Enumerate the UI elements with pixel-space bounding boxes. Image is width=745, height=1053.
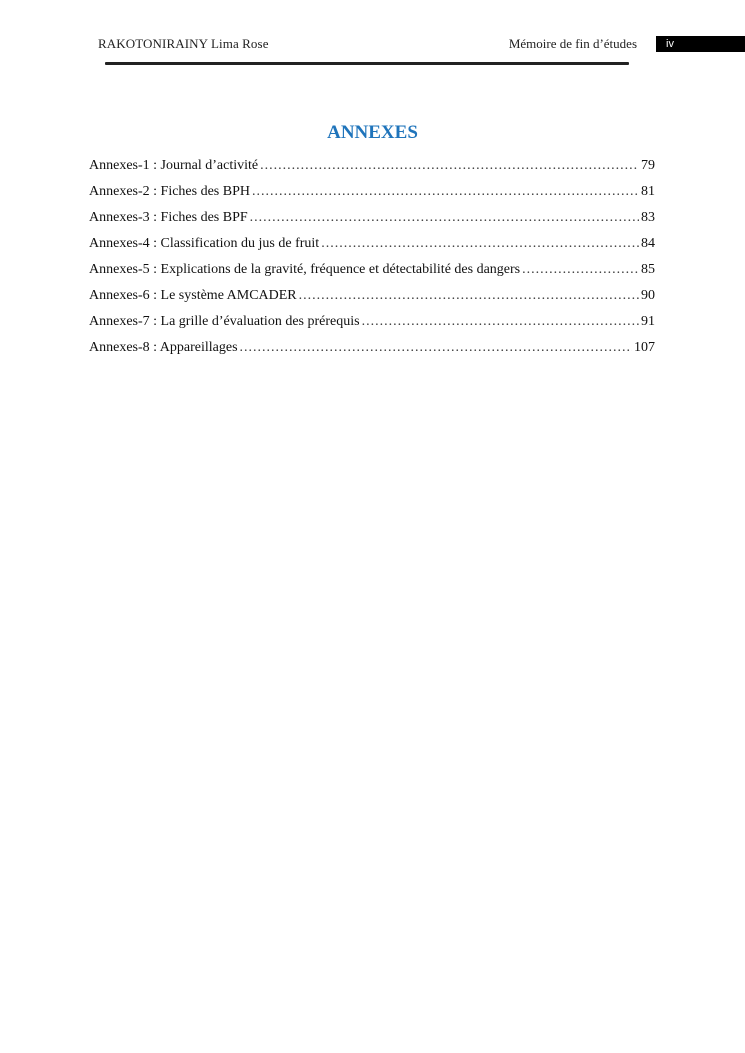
toc-entry-5[interactable] [89,260,655,286]
toc-leader-dots [250,208,639,228]
toc-leader-dots [252,182,639,202]
toc-leader-dots [260,156,639,176]
toc-entry-page: 90 [641,288,655,303]
toc-leader-dots [362,312,639,332]
toc-entry-page: 84 [641,236,655,251]
toc-entry-2[interactable] [89,182,655,208]
toc-entry-page: 83 [641,210,655,225]
toc-entry-7[interactable] [89,312,655,338]
toc-entry-page: 79 [641,158,655,173]
toc-leader-dots [321,234,639,254]
toc-entry-label: Annexes-1 : Journal d’activité [89,158,259,173]
toc-leader-dots [522,260,639,280]
toc-entry-1[interactable] [89,156,655,182]
toc-entry-page: 81 [641,184,655,199]
page-header [0,0,745,70]
toc-entry-page: 85 [641,262,655,277]
toc-entry-label: Annexes-5 : Explications de la gravité, fréquence et détectabilité des dangers [89,262,521,277]
header-document-title: Mémoire de fin d’études [508,36,637,51]
toc-entry-page: 91 [641,314,655,329]
annexes-toc [89,156,655,364]
toc-entry-8[interactable] [89,338,655,364]
toc-entry-page: 107 [634,340,655,355]
toc-entry-label: Annexes-6 : Le système AMCADER [89,288,297,303]
header-page-box [656,36,745,52]
toc-entry-label: Annexes-4 : Classification du jus de fruit [89,236,320,251]
toc-leader-dots [299,286,639,306]
toc-entry-label: Annexes-8 : Appareillages [89,340,238,355]
toc-entry-6[interactable] [89,286,655,312]
toc-entry-label: Annexes-2 : Fiches des BPH [89,184,250,199]
page-title: ANNEXES [327,122,418,143]
header-page-number: iv [666,38,674,50]
toc-entry-4[interactable] [89,234,655,260]
toc-entry-label: Annexes-7 : La grille d’évaluation des prérequis [89,314,360,329]
header-author: RAKOTONIRAINY Lima Rose [98,36,269,51]
header-rule [105,62,629,65]
toc-entry-label: Annexes-3 : Fiches des BPF [89,210,248,225]
toc-entry-3[interactable] [89,208,655,234]
toc-leader-dots [240,338,632,358]
